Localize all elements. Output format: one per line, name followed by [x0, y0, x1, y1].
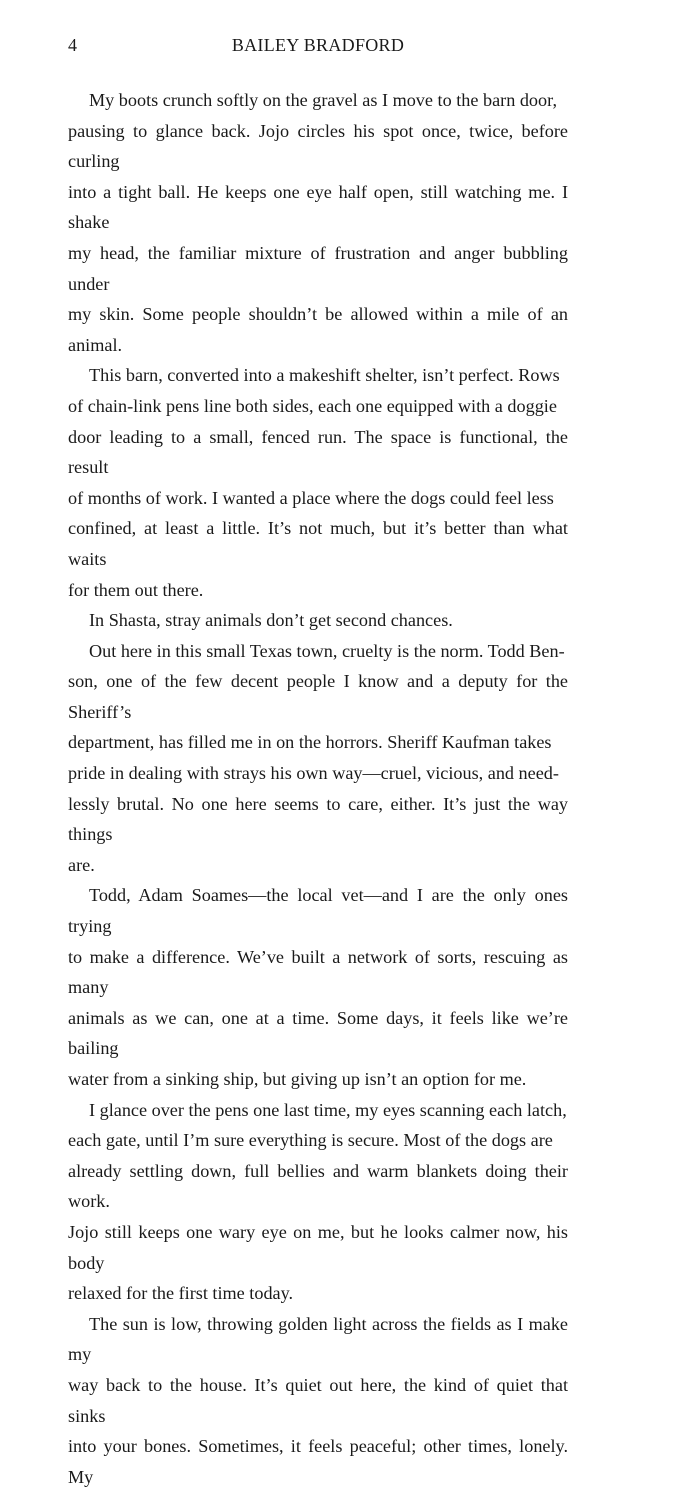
paragraph: In Shasta, stray animals don’t get second chances. — [89, 610, 453, 631]
paragraph: I glance over the pens one last time, my eyes scanning each latch, each gate, until I’m sure everything is secure. Most of the dogs are already settling down, full bellies and warm blankets doing their work. Jojo still keeps one wary eye on me, but he looks calmer now, his body relaxed for the first time today. — [68, 1099, 568, 1304]
body-text — [68, 85, 568, 1492]
paragraph: My boots crunch softly on the gravel as I move to the barn door, pausing to glance back. Jojo circles his spot once, twice, before curling into a tight ball. He keeps one eye half open, still watching me. I shake my head, the familiar mixture of frustration and anger bubbling under my skin. Some people shouldn’t be allowed within a mile of an animal. — [68, 90, 568, 355]
running-head — [68, 32, 568, 58]
paragraph: The sun is low, throwing golden light across the fields as I make my way back to the house. It’s quiet out here, the kind of quiet that sinks into your bones. Sometimes, it feels peaceful; other times, lonely. My — [68, 1313, 568, 1487]
paragraph: This barn, converted into a makeshift shelter, isn’t perfect. Rows of chain-link pens line both sides, each one equipped with a doggie door leading to a small, fenced run. The space is functional, the result of months of work. I wanted a place where the dogs could feel less confined, at least a little. It’s not much, but it’s better than what waits for them out there. — [68, 365, 568, 600]
paragraph: Todd, Adam Soames—the local vet—and I are the only ones trying to make a difference. We’ve built a network of sorts, rescuing as many animals as we can, one at a time. Some days, it feels like we’re bailing water from a sinking ship, but giving up isn’t an option for me. — [68, 885, 568, 1089]
author-name: BAILEY BRADFORD — [231, 35, 405, 55]
paragraph: Out here in this small Texas town, cruelty is the norm. Todd Ben- son, one of the few decent people I know and a deputy for the Sheriff’s department, has filled me in on the horrors. Sheriff Kaufman takes pride in dealing with strays his own way—cruel, vicious, and need- lessly brutal. No one here seems to care, either. It’s just the way things are. — [68, 640, 568, 875]
page-number: 4 — [68, 35, 77, 55]
